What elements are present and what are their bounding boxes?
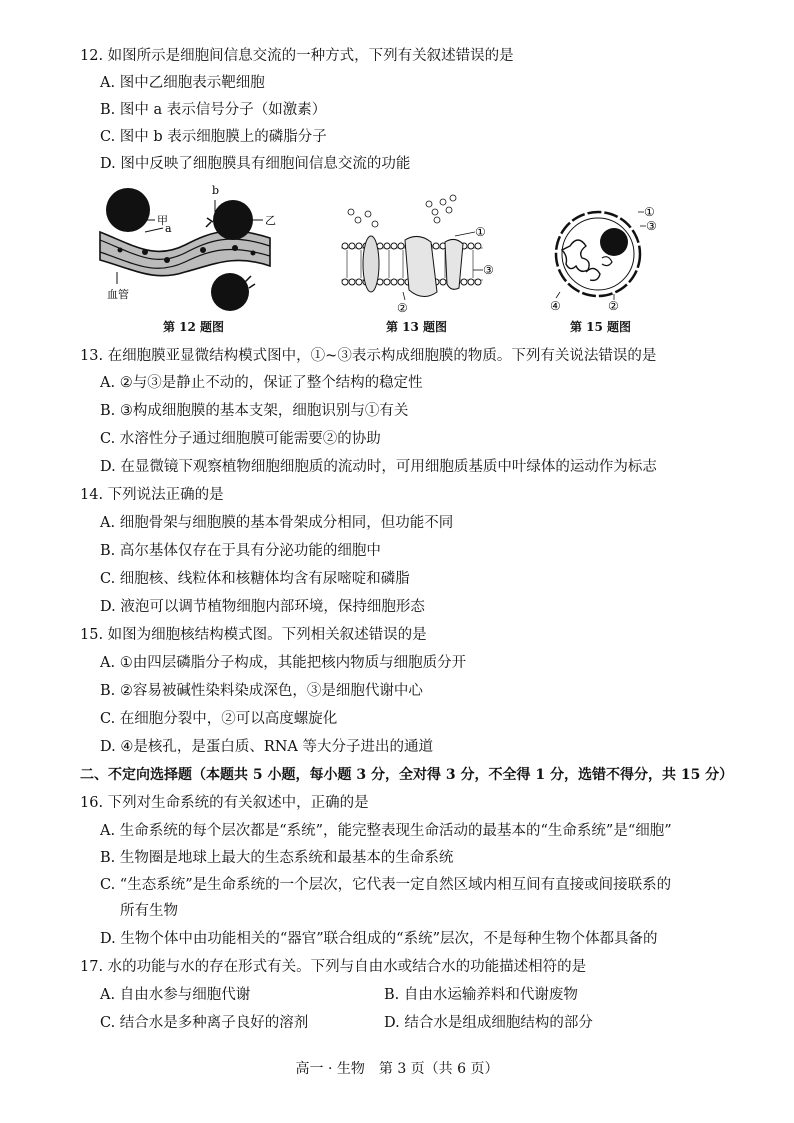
q16-option-a: A. 生命系统的每个层次都是“系统”，能完整表现生命活动的最基本的“生命系统”是“细胞” (100, 823, 672, 839)
q13-stem: 13. 在细胞膜亚显微结构模式图中，①~③表示构成细胞膜的物质。下列有关说法错误的是 (80, 348, 657, 364)
q14-option-d: D. 液泡可以调节植物细胞内部环境，保持细胞形态 (100, 599, 425, 615)
q15-stem: 15. 如图为细胞核结构模式图。下列相关叙述错误的是 (80, 627, 427, 643)
q15-option-d: D. ④是核孔，是蛋白质、RNA 等大分子进出的通道 (100, 739, 434, 755)
fig12-caption: 第 12 题图 (163, 320, 225, 334)
fig15-label-3: ③ (646, 219, 657, 233)
fig12-illustration (95, 180, 285, 315)
fig15-label-1: ① (644, 205, 655, 219)
q13-option-a: A. ②与③是静止不动的，保证了整个结构的稳定性 (100, 375, 423, 391)
q15-option-c: C. 在细胞分裂中，②可以高度螺旋化 (100, 711, 338, 727)
fig13-label-3: ③ (483, 263, 494, 277)
q16-option-b: B. 生物圈是地球上最大的生态系统和最基本的生命系统 (100, 850, 454, 866)
fig15-label-4: ④ (550, 299, 561, 313)
fig13-caption: 第 13 题图 (386, 320, 448, 334)
q16-stem: 16. 下列对生命系统的有关叙述中，正确的是 (80, 795, 369, 811)
q17-option-d: D. 结合水是组成细胞结构的部分 (384, 1015, 593, 1031)
q13-option-c: C. 水溶性分子通过细胞膜可能需要②的协助 (100, 431, 381, 447)
fig12-label-b: b (212, 184, 220, 197)
fig15-label-2: ② (608, 299, 619, 313)
page-footer: 高一 · 生物 第 3 页（共 6 页） (295, 1061, 499, 1077)
q16-option-d: D. 生物个体中由功能相关的“器官”联合组成的“系统”层次，不是每种生物个体都具备的 (100, 931, 658, 947)
fig13-label-2: ② (397, 301, 408, 314)
q17-option-b: B. 自由水运输养料和代谢废物 (384, 987, 578, 1003)
fig13-illustration (333, 192, 498, 314)
q17-stem: 17. 水的功能与水的存在形式有关。下列与自由水或结合水的功能描述相符的是 (80, 959, 587, 975)
q13-option-d: D. 在显微镜下观察植物细胞细胞质的流动时，可用细胞质基质中叶绿体的运动作为标志 (100, 459, 657, 475)
fig15-caption: 第 15 题图 (570, 320, 632, 334)
q16-option-c: C. “生态系统”是生命系统的一个层次，它代表一定自然区域内相互间有直接或间接联系的 (100, 877, 672, 893)
q15-option-b: B. ②容易被碱性染料染成深色，③是细胞代谢中心 (100, 683, 423, 699)
q14-option-b: B. 高尔基体仅存在于具有分泌功能的细胞中 (100, 543, 381, 559)
q16-option-c-continued: 所有生物 (120, 903, 178, 919)
q12-option-d: D. 图中反映了细胞膜具有细胞间信息交流的功能 (100, 156, 411, 172)
q17-option-c: C. 结合水是多种离子良好的溶剂 (100, 1015, 309, 1031)
q15-option-a: A. ①由四层磷脂分子构成，其能把核内物质与细胞质分开 (100, 655, 467, 671)
q17-option-a: A. 自由水参与细胞代谢 (100, 987, 251, 1003)
fig12-label-vessel: 血管 (107, 288, 129, 301)
q12-option-c: C. 图中 b 表示细胞膜上的磷脂分子 (100, 129, 327, 145)
q12-option-b: B. 图中 a 表示信号分子（如激素） (100, 102, 327, 118)
fig15-illustration (550, 198, 660, 314)
fig12-label-jia: 甲 (157, 214, 168, 227)
q12-option-a: A. 图中乙细胞表示靶细胞 (100, 75, 265, 91)
q14-option-a: A. 细胞骨架与细胞膜的基本骨架成分相同，但功能不同 (100, 515, 454, 531)
q14-stem: 14. 下列说法正确的是 (80, 487, 224, 503)
fig12-label-a: a (165, 222, 172, 235)
q14-option-c: C. 细胞核、线粒体和核糖体均含有尿嘧啶和磷脂 (100, 571, 410, 587)
q12-stem: 12. 如图所示是细胞间信息交流的一种方式，下列有关叙述错误的是 (80, 48, 514, 64)
fig13-label-1: ① (475, 225, 486, 239)
fig12-label-yi: 乙 (265, 214, 276, 227)
section-2-heading: 二、不定向选择题（本题共 5 小题，每小题 3 分，全对得 3 分，不全得 1 分，选错不得分，共 15 分） (80, 767, 734, 783)
q13-option-b: B. ③构成细胞膜的基本支架，细胞识别与①有关 (100, 403, 409, 419)
